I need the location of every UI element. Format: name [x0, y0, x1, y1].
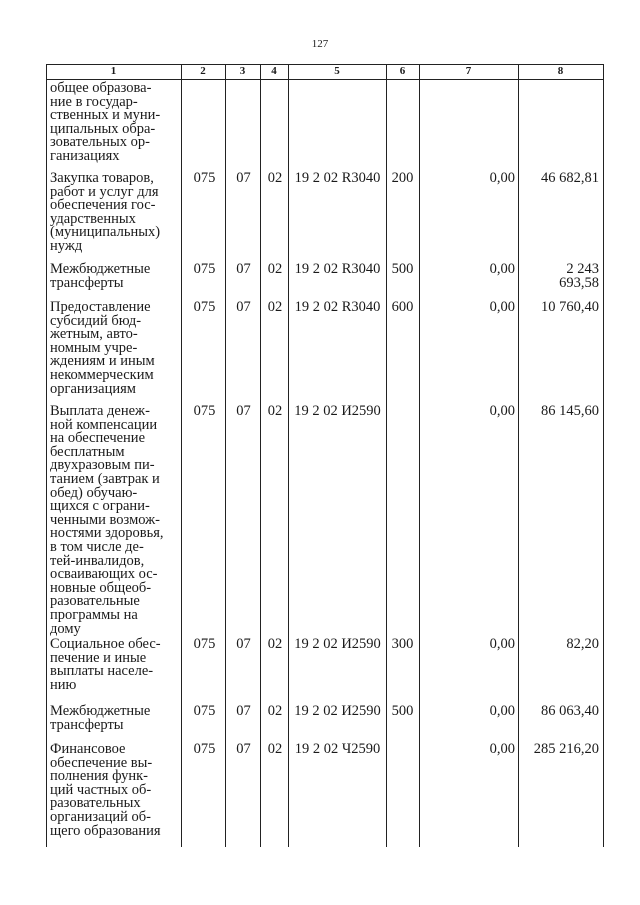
amount-col-7: 0,00 [489, 170, 515, 186]
section-code: 07 [236, 703, 251, 719]
section-code: 07 [236, 261, 251, 277]
target-article-code: 19 2 02 И2590 [294, 703, 381, 719]
amount-col-8: 86 063,40 [541, 703, 599, 719]
header-col-2: 2 [200, 65, 206, 77]
amount-col-8: 82,20 [566, 636, 599, 652]
ministry-code: 075 [193, 703, 216, 719]
page-number: 127 [311, 38, 329, 50]
amount-col-7: 0,00 [489, 403, 515, 419]
amount-col-7: 0,00 [489, 741, 515, 757]
expense-type-code: 600 [391, 299, 414, 315]
header-col-6: 6 [399, 65, 406, 77]
amount-col-7: 0,00 [489, 636, 515, 652]
amount-col-7: 0,00 [489, 299, 515, 315]
column-border [181, 64, 182, 847]
subsection-code: 02 [267, 170, 283, 186]
target-article-code: 19 2 02 R3040 [294, 170, 381, 186]
amount-col-8: 2 243 693,58 [559, 261, 599, 291]
header-col-8: 8 [557, 65, 564, 77]
expense-type-code: 300 [391, 636, 414, 652]
header-col-4: 4 [271, 65, 277, 77]
budget-table [46, 64, 604, 847]
ministry-code: 075 [193, 636, 216, 652]
subsection-code: 02 [267, 403, 283, 419]
header-col-3: 3 [239, 65, 246, 77]
row-name: Социальное обес- печение и иные выплаты населе- нию [50, 636, 161, 693]
row-name: общее образова- ние в государ- ственных и муни- ципальных обра- зовательных ор- ганизациях [50, 80, 161, 164]
row-name: Закупка товаров, работ и услуг для обеспечения гос- ударственных (муниципальных) нужд [50, 170, 161, 254]
ministry-code: 075 [193, 261, 216, 277]
ministry-code: 075 [193, 299, 216, 315]
ministry-code: 075 [193, 170, 216, 186]
target-article-code: 19 2 02 И2590 [294, 636, 381, 652]
row-name: Межбюджетные трансферты [50, 703, 151, 733]
row-name: Предоставление субсидий бюд- жетным, авто- номным учре- ждениям и иным некоммерческим организациям [50, 299, 155, 397]
header-col-5: 5 [334, 65, 340, 77]
row-name: Финансовое обеспечение вы- полнения функ- ций частных об- разовательных организаций об- щего образования [50, 741, 161, 839]
ministry-code: 075 [193, 741, 216, 757]
section-code: 07 [236, 741, 251, 757]
subsection-code: 02 [267, 636, 283, 652]
section-code: 07 [236, 170, 251, 186]
ministry-code: 075 [193, 403, 216, 419]
amount-col-8: 10 760,40 [541, 299, 599, 315]
subsection-code: 02 [267, 703, 283, 719]
column-border [603, 64, 604, 847]
subsection-code: 02 [267, 741, 283, 757]
amount-col-7: 0,00 [489, 261, 515, 277]
subsection-code: 02 [267, 261, 283, 277]
amount-col-7: 0,00 [489, 703, 515, 719]
subsection-code: 02 [267, 299, 283, 315]
amount-col-8: 285 216,20 [533, 741, 599, 757]
section-code: 07 [236, 299, 251, 315]
expense-type-code: 500 [391, 261, 414, 277]
column-border [518, 64, 519, 847]
header-col-1: 1 [110, 65, 117, 77]
target-article-code: 19 2 02 Ч2590 [294, 741, 381, 757]
amount-col-8: 46 682,81 [541, 170, 599, 186]
header-col-7: 7 [465, 65, 472, 77]
row-name: Выплата денеж- ной компенсации на обеспечение бесплатным двухразовым пи- танием (завтрак и обед) обучаю- щихся с ограни- ченными возмож- ностями здоровья, в том числе де- тей-инвалидов, осваивающих ос- новные общеоб- разовательные программы на дому [50, 403, 164, 637]
expense-type-code: 200 [391, 170, 414, 186]
target-article-code: 19 2 02 И2590 [294, 403, 381, 419]
row-name: Межбюджетные трансферты [50, 261, 151, 291]
expense-type-code: 500 [391, 703, 414, 719]
amount-col-8: 86 145,60 [541, 403, 599, 419]
section-code: 07 [236, 636, 251, 652]
target-article-code: 19 2 02 R3040 [294, 299, 381, 315]
column-border [46, 64, 47, 847]
target-article-code: 19 2 02 R3040 [294, 261, 381, 277]
section-code: 07 [236, 403, 251, 419]
